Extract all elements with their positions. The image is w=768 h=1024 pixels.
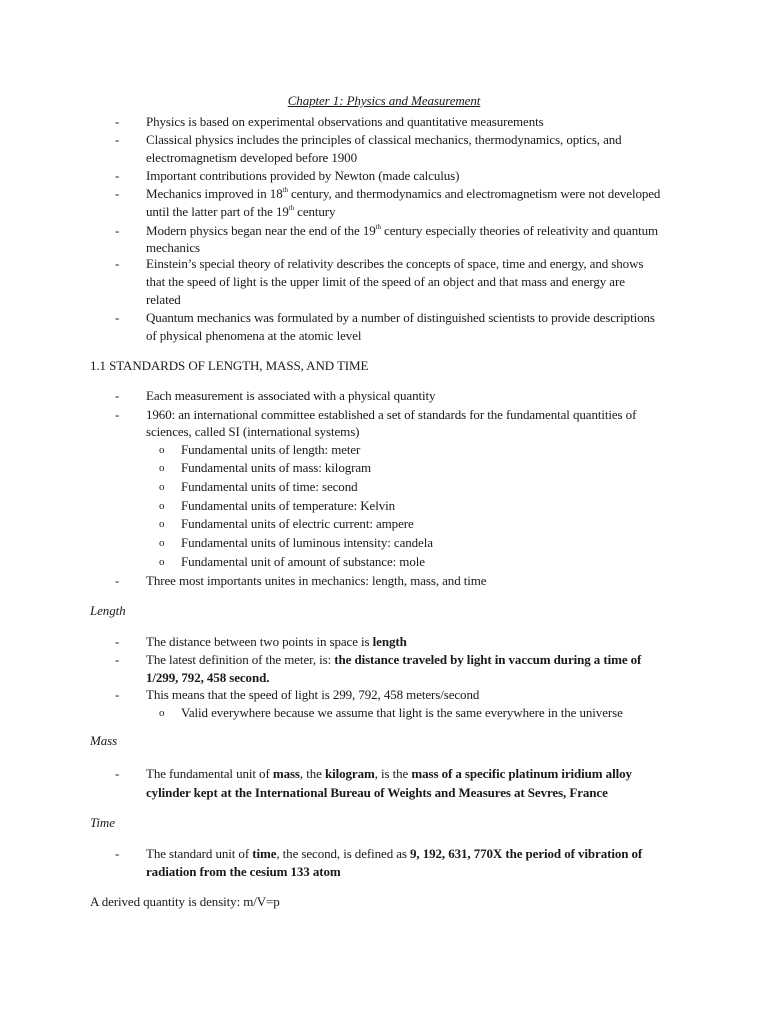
- text-run: 1960: an international committee established a set of standards for the fundamental quantities of: [146, 407, 637, 422]
- sub-bullet-circle-icon: o: [159, 537, 165, 549]
- text-run: until the latter part of the 19: [146, 204, 289, 219]
- text-run: The latest definition of the meter, is:: [146, 652, 335, 667]
- sub-bullet-circle-icon: o: [159, 707, 165, 719]
- text-run: , the second, is defined as: [276, 846, 411, 861]
- sub-list-item-text: [181, 459, 371, 477]
- list-item-text: [146, 863, 341, 881]
- list-item-text: [146, 784, 608, 802]
- bold-text: radiation from the cesium 133 atom: [146, 864, 341, 879]
- bullet-dash-icon: -: [115, 652, 120, 667]
- bullet-dash-icon: -: [115, 168, 120, 183]
- text-run: This means that the speed of light is 299, 792, 458 meters/second: [146, 687, 480, 702]
- list-item-text: [146, 572, 486, 590]
- bold-text: cylinder kept at the International Bureau of Weights and Measures at Sevres, France: [146, 785, 608, 800]
- list-item-text: [146, 222, 658, 240]
- text-run: Mass: [90, 733, 118, 748]
- bullet-dash-icon: -: [115, 634, 120, 649]
- sub-bullet-circle-icon: o: [159, 481, 165, 493]
- text-run: electromagnetism developed before 1900: [146, 150, 357, 165]
- text-run: Time: [90, 815, 115, 830]
- list-item-text: [146, 423, 359, 441]
- text-run: A derived quantity is density: m/V=p: [90, 894, 280, 909]
- list-item-text: [146, 309, 655, 327]
- bullet-dash-icon: -: [115, 388, 120, 403]
- text-run: Fundamental unit of amount of substance: mole: [181, 554, 425, 569]
- text-run: Length: [90, 603, 126, 618]
- paragraph-text: [90, 893, 280, 911]
- list-item-text: [146, 273, 625, 291]
- list-item-text: [146, 327, 361, 345]
- text-run: Physics is based on experimental observations and quantitative measurements: [146, 114, 544, 129]
- list-item-text: [146, 167, 459, 185]
- sub-list-item-text: [181, 515, 414, 533]
- bold-text: length: [372, 634, 407, 649]
- text-run: Important contributions provided by Newton (made calculus): [146, 168, 460, 183]
- bullet-dash-icon: -: [115, 687, 120, 702]
- list-item-text: [146, 845, 642, 863]
- text-run: 1.1 STANDARDS OF LENGTH, MASS, AND TIME: [90, 358, 369, 373]
- text-run: Fundamental units of length: meter: [181, 442, 361, 457]
- text-run: Each measurement is associated with a physical quantity: [146, 388, 436, 403]
- list-item-text: [146, 149, 357, 167]
- list-item-text: [146, 765, 632, 783]
- list-item-text: [146, 669, 269, 687]
- text-run: Fundamental units of temperature: Kelvin: [181, 498, 396, 513]
- sub-bullet-circle-icon: o: [159, 518, 165, 530]
- text-run: related: [146, 292, 181, 307]
- text-run: Fundamental units of electric current: ampere: [181, 516, 414, 531]
- text-run: Classical physics includes the principles of classical mechanics, thermodynamics, optics, and: [146, 132, 622, 147]
- sub-list-item-text: [181, 478, 358, 496]
- list-item-text: [146, 651, 641, 669]
- bullet-dash-icon: -: [115, 407, 120, 422]
- text-run: The standard unit of: [146, 846, 253, 861]
- bullet-dash-icon: -: [115, 186, 120, 201]
- text-run: Einstein’s special theory of relativity describes the concepts of space, time and energy, and shows: [146, 256, 644, 271]
- text-run: of physical phenomena at the atomic level: [146, 328, 362, 343]
- bullet-dash-icon: -: [115, 846, 120, 861]
- subsection-heading: [90, 732, 117, 750]
- text-run: Quantum mechanics was formulated by a number of distinguished scientists to provide descriptions: [146, 310, 655, 325]
- text-run: , the: [299, 766, 325, 781]
- text-run: Valid everywhere because we assume that light is the same everywhere in the universe: [181, 705, 623, 720]
- bold-text: kilogram: [324, 766, 375, 781]
- text-run: century: [294, 204, 336, 219]
- section-heading: [90, 357, 368, 375]
- subsection-heading: [90, 602, 126, 620]
- superscript-text: th: [375, 223, 381, 231]
- text-run: The fundamental unit of: [146, 766, 273, 781]
- bold-text: time: [252, 846, 277, 861]
- bold-text: 1/299, 792, 458 second.: [146, 670, 270, 685]
- sub-bullet-circle-icon: o: [159, 556, 165, 568]
- list-item-text: [146, 185, 660, 203]
- sub-list-item-text: [181, 553, 425, 571]
- bold-text: the distance traveled by light in vaccum during a time of: [334, 652, 642, 667]
- bullet-dash-icon: -: [115, 766, 120, 781]
- sub-bullet-circle-icon: o: [159, 462, 165, 474]
- sub-list-item-text: [181, 441, 360, 459]
- superscript-text: th: [282, 186, 288, 194]
- document-title: Chapter 1: Physics and Measurement: [287, 93, 481, 108]
- bullet-dash-icon: -: [115, 256, 120, 271]
- list-item-text: [146, 387, 435, 405]
- sub-list-item-text: [181, 534, 433, 552]
- sub-bullet-circle-icon: o: [159, 444, 165, 456]
- text-run: century, and thermodynamics and electromagnetism were not developed: [287, 186, 661, 201]
- text-run: Fundamental units of luminous intensity: candela: [181, 535, 433, 550]
- list-item-text: [146, 291, 181, 309]
- list-item-text: [146, 255, 643, 273]
- text-run: century especially theories of releativity and quantum: [380, 223, 659, 238]
- text-run: Fundamental units of mass: kilogram: [181, 460, 372, 475]
- list-item-text: [146, 113, 544, 131]
- bullet-dash-icon: -: [115, 573, 120, 588]
- text-run: Modern physics began near the end of the 19: [146, 223, 376, 238]
- text-run: Three most importants unites in mechanics: length, mass, and time: [146, 573, 487, 588]
- list-item-text: [146, 633, 407, 651]
- text-run: The distance between two points in space is: [146, 634, 373, 649]
- bold-text: 9, 192, 631, 770X the period of vibration of: [410, 846, 643, 861]
- text-run: Mechanics improved in 18: [146, 186, 283, 201]
- subsection-heading: [90, 814, 115, 832]
- superscript-text: th: [288, 204, 294, 212]
- text-run: sciences, called SI (international systems): [146, 424, 360, 439]
- text-run: Fundamental units of time: second: [181, 479, 358, 494]
- sub-list-item-text: [181, 497, 395, 515]
- list-item-text: [146, 406, 636, 424]
- list-item-text: [146, 203, 335, 221]
- sub-list-item-text: [181, 704, 623, 722]
- list-item-text: [146, 686, 479, 704]
- bullet-dash-icon: -: [115, 114, 120, 129]
- bullet-dash-icon: -: [115, 223, 120, 238]
- sub-bullet-circle-icon: o: [159, 500, 165, 512]
- text-run: mechanics: [146, 240, 200, 255]
- bold-text: mass of a specific platinum iridium alloy: [411, 766, 632, 781]
- bullet-dash-icon: -: [115, 132, 120, 147]
- bold-text: mass: [272, 766, 300, 781]
- text-run: that the speed of light is the upper limit of the speed of an object and that mass and energy are: [146, 274, 625, 289]
- text-run: , is the: [374, 766, 412, 781]
- bullet-dash-icon: -: [115, 310, 120, 325]
- list-item-text: [146, 131, 622, 149]
